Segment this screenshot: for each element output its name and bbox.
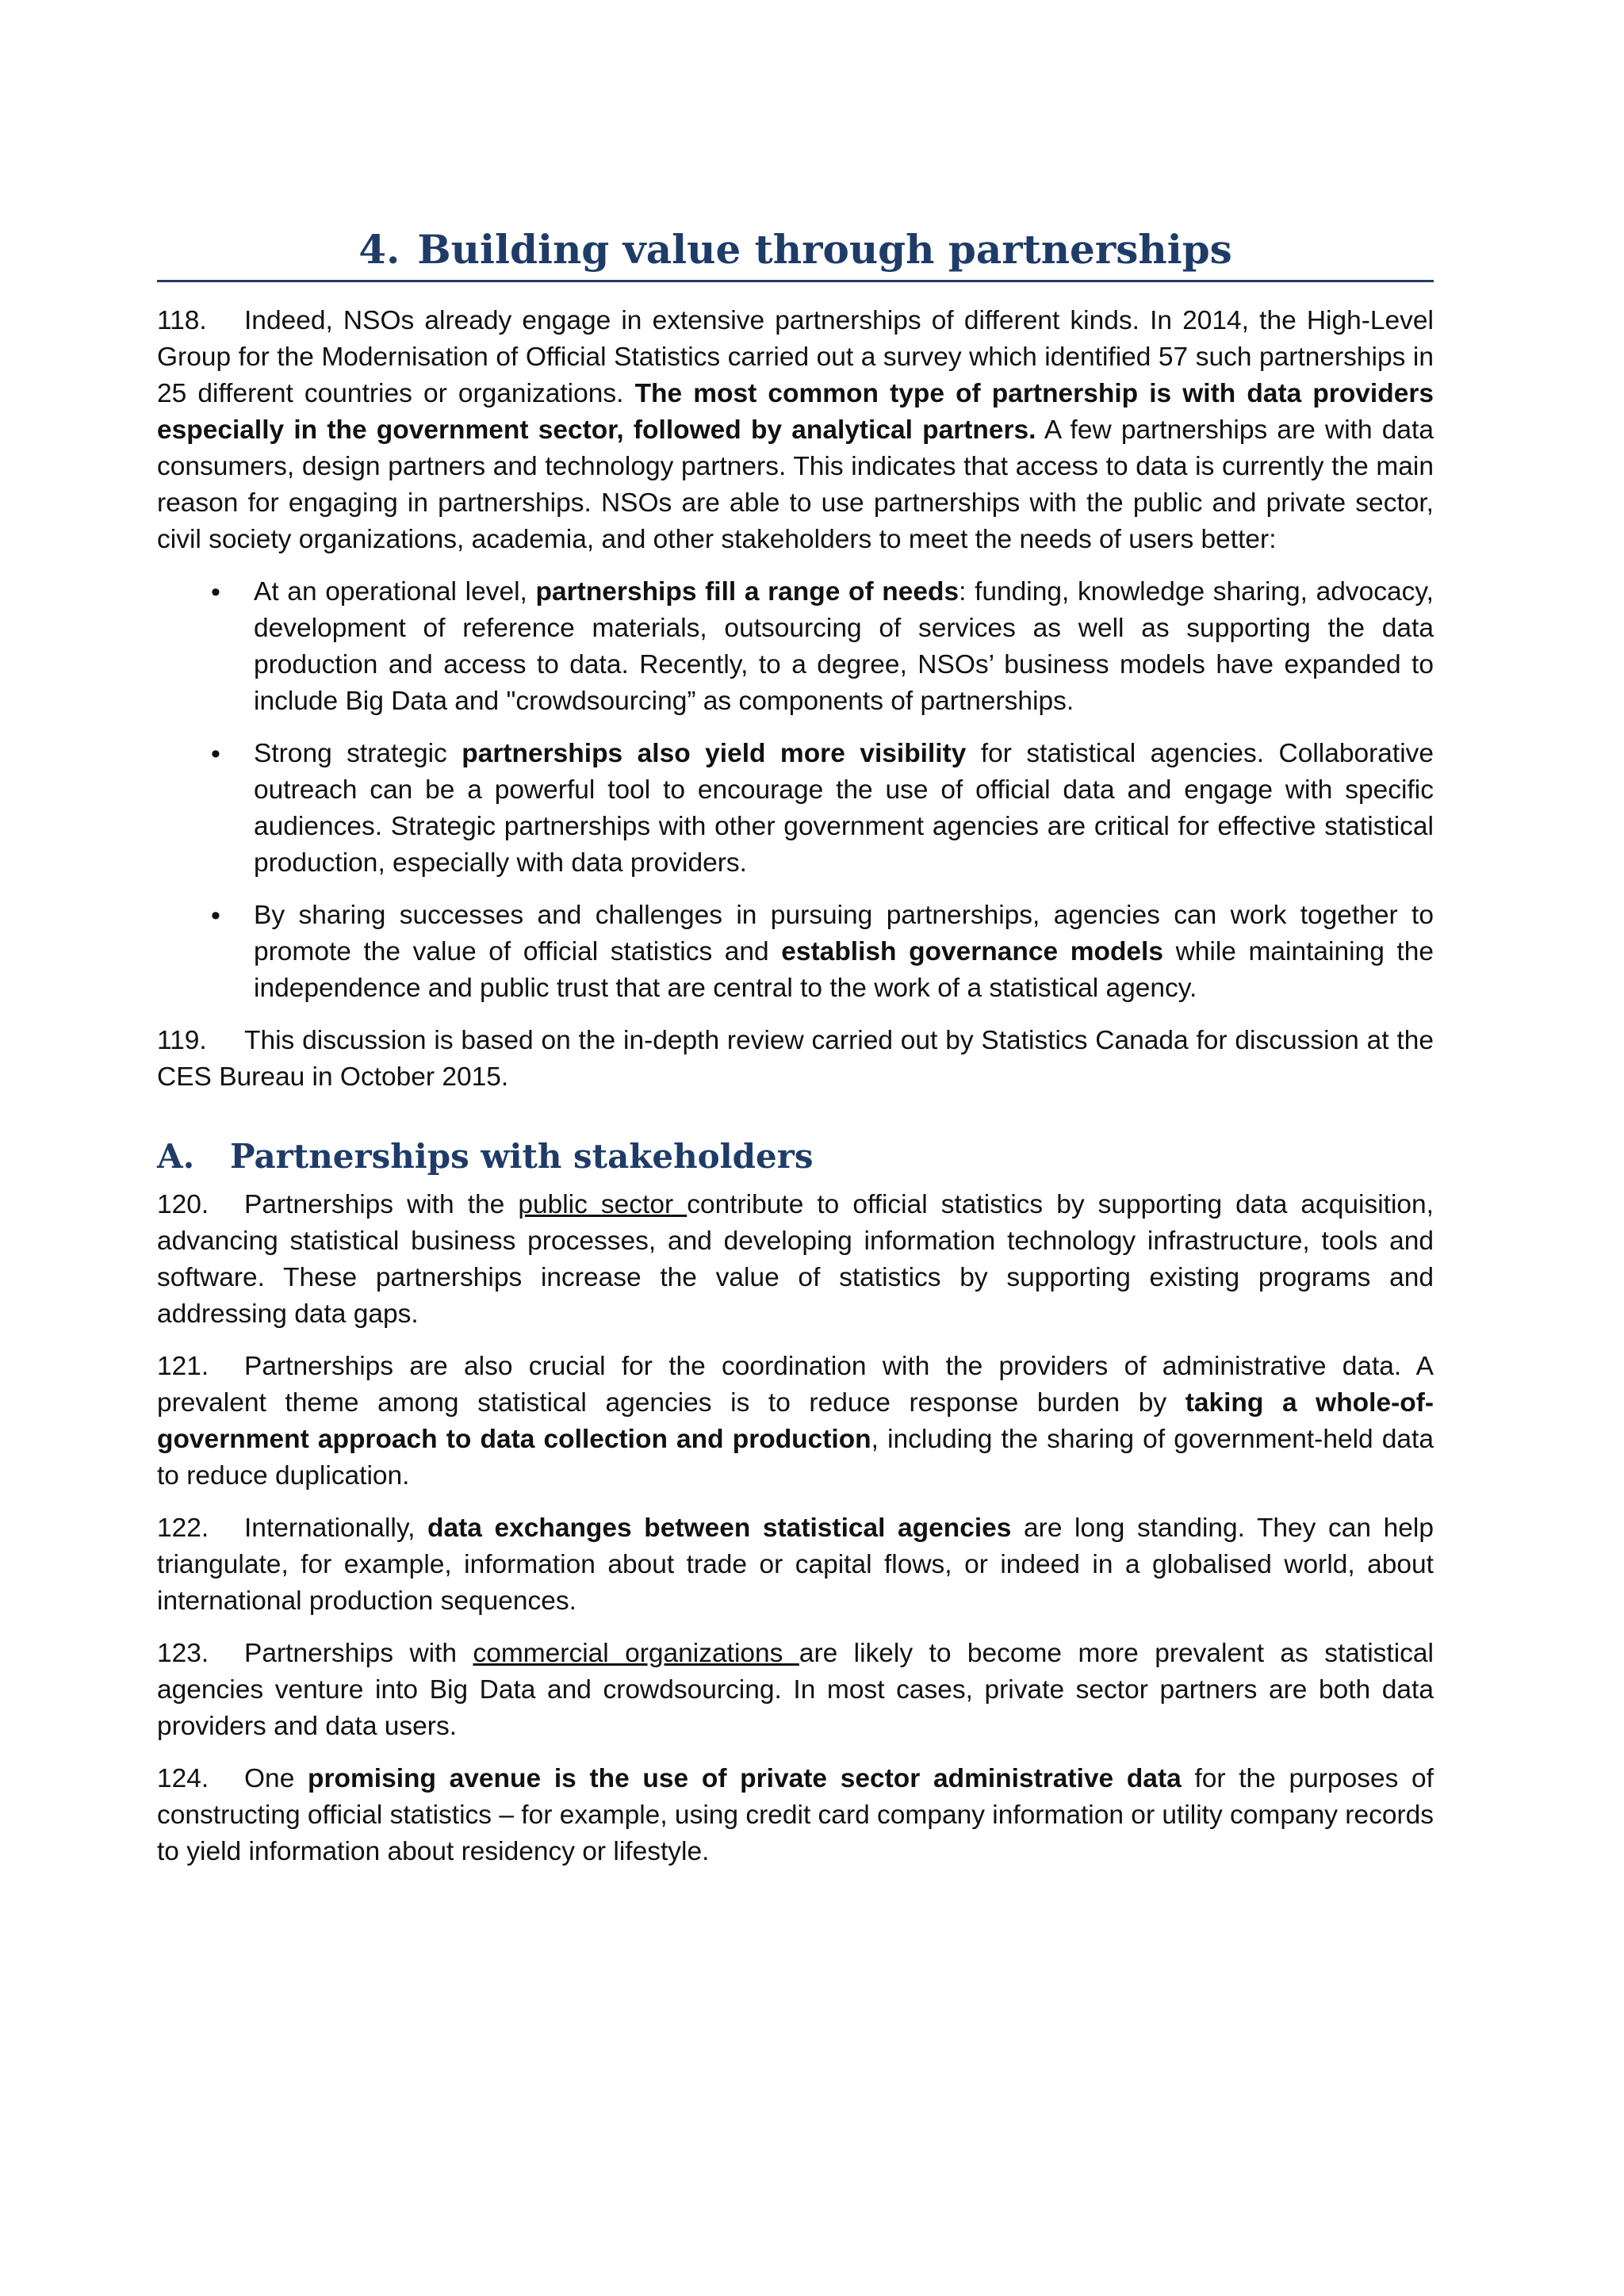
emphasis-text: partnerships also yield more visibility	[462, 739, 967, 768]
emphasis-text: data exchanges between statistical agencies	[427, 1513, 1012, 1543]
paragraph-number: 120.	[157, 1189, 209, 1219]
paragraph-text: Partnerships with	[244, 1638, 473, 1668]
bullet-list	[157, 574, 1434, 1007]
section-letter: A.	[157, 1137, 195, 1176]
paragraph-text: Internationally,	[244, 1513, 427, 1543]
paragraph-121	[157, 1349, 1434, 1494]
paragraph-number: 118.	[157, 306, 207, 335]
page-content	[157, 226, 1434, 1870]
section-title	[157, 1135, 1434, 1179]
paragraph-text: , including the sharing of government-held data to reduce duplication.	[157, 1424, 1434, 1490]
paragraph-text: Partnerships with the	[244, 1189, 519, 1219]
bullet-text: By sharing successes and challenges in pursuing partnerships, agencies can work together to promote the value of official statistics and	[254, 901, 1434, 966]
paragraph-text: This discussion is based on the in-depth review carried out by Statistics Canada for discussion at the CES Bureau in October 2015.	[157, 1026, 1434, 1092]
bullet-text: At an operational level,	[254, 577, 536, 607]
paragraph-text: for the purposes of constructing official statistics – for example, using credit card company information or utility company records to yield information about residency or lifestyle.	[157, 1763, 1434, 1866]
bullet-item	[157, 736, 1434, 882]
paragraph-number: 123.	[157, 1638, 209, 1668]
underlined-text: public sector	[518, 1189, 688, 1219]
bullet-icon: •	[211, 577, 220, 607]
bullet-text: while maintaining the independence and public trust that are central to the work of a statistical agency.	[254, 937, 1434, 1003]
chapter-title-text: Building value through partnerships	[417, 226, 1232, 273]
paragraph-124	[157, 1761, 1434, 1870]
bullet-item	[157, 897, 1434, 1007]
section-title-text: Partnerships with stakeholders	[230, 1137, 814, 1176]
emphasis-text: partnerships fill a range of needs	[535, 577, 959, 607]
paragraph-123	[157, 1636, 1434, 1745]
paragraph-122	[157, 1510, 1434, 1620]
bullet-icon: •	[211, 901, 220, 931]
bullet-text: : funding, knowledge sharing, advocacy, development of reference materials, outsourcing of services as well as supporting the data production and access to data. Recently, to a degree, NSOs’ business models have expanded to include Big Data and "crowdsourcing” as components of partnerships.	[254, 577, 1434, 716]
paragraph-text: are likely to become more prevalent as statistical agencies venture into Big Data and crowdsourcing. In most cases, private sector partners are both data providers and data users.	[157, 1638, 1434, 1741]
paragraph-text: contribute to official statistics by supporting data acquisition, advancing statistical business processes, and developing information technology infrastructure, tools and software. These partnerships increase the value of statistics by supporting existing programs and addressing data gaps.	[157, 1189, 1434, 1329]
chapter-title	[157, 226, 1434, 282]
paragraph-number: 121.	[157, 1351, 209, 1381]
paragraph-number: 119.	[157, 1026, 207, 1055]
bullet-item	[157, 574, 1434, 720]
paragraph-text: A few partnerships are with data consumers, design partners and technology partners. This indicates that access to data is currently the main reason for engaging in partnerships. NSOs are able to use partnerships with the public and private sector, civil society organizations, academia, and other stakeholders to meet the needs of users better:	[157, 415, 1434, 554]
paragraph-text: Indeed, NSOs already engage in extensive partnerships of different kinds. In 2014, the High-Level Group for the Modernisation of Official Statistics carried out a survey which identified 57 such partnerships in 25 different countries or organizations.	[157, 306, 1434, 408]
paragraph-118	[157, 303, 1434, 558]
paragraph-120	[157, 1187, 1434, 1333]
bullet-text: Strong strategic	[254, 739, 462, 768]
paragraph-text: are long standing. They can help triangulate, for example, information about trade or capital flows, or indeed in a globalised world, about international production sequences.	[157, 1513, 1434, 1616]
paragraph-number: 124.	[157, 1763, 209, 1793]
bullet-icon: •	[211, 739, 220, 769]
emphasis-text: The most common type of partnership is with data providers especially in the government sector, followed by analytical partners.	[157, 379, 1434, 445]
bullet-text: for statistical agencies. Collaborative outreach can be a powerful tool to encourage the use of official data and engage with specific audiences. Strategic partnerships with other government agencies are critical for effective statistical production, especially with data providers.	[254, 739, 1434, 878]
paragraph-119	[157, 1023, 1434, 1096]
underlined-text: commercial organizations	[473, 1638, 799, 1668]
emphasis-text: promising avenue is the use of private sector administrative data	[308, 1763, 1182, 1793]
emphasis-text: establish governance models	[781, 937, 1163, 966]
chapter-number: 4.	[358, 226, 400, 273]
paragraph-text: One	[244, 1763, 308, 1793]
paragraph-number: 122.	[157, 1513, 209, 1543]
emphasis-text: taking a whole-of-government approach to data collection and production	[157, 1387, 1434, 1454]
paragraph-text: Partnerships are also crucial for the coordination with the providers of administrative data. A prevalent theme among statistical agencies is to reduce response burden by	[157, 1351, 1434, 1418]
